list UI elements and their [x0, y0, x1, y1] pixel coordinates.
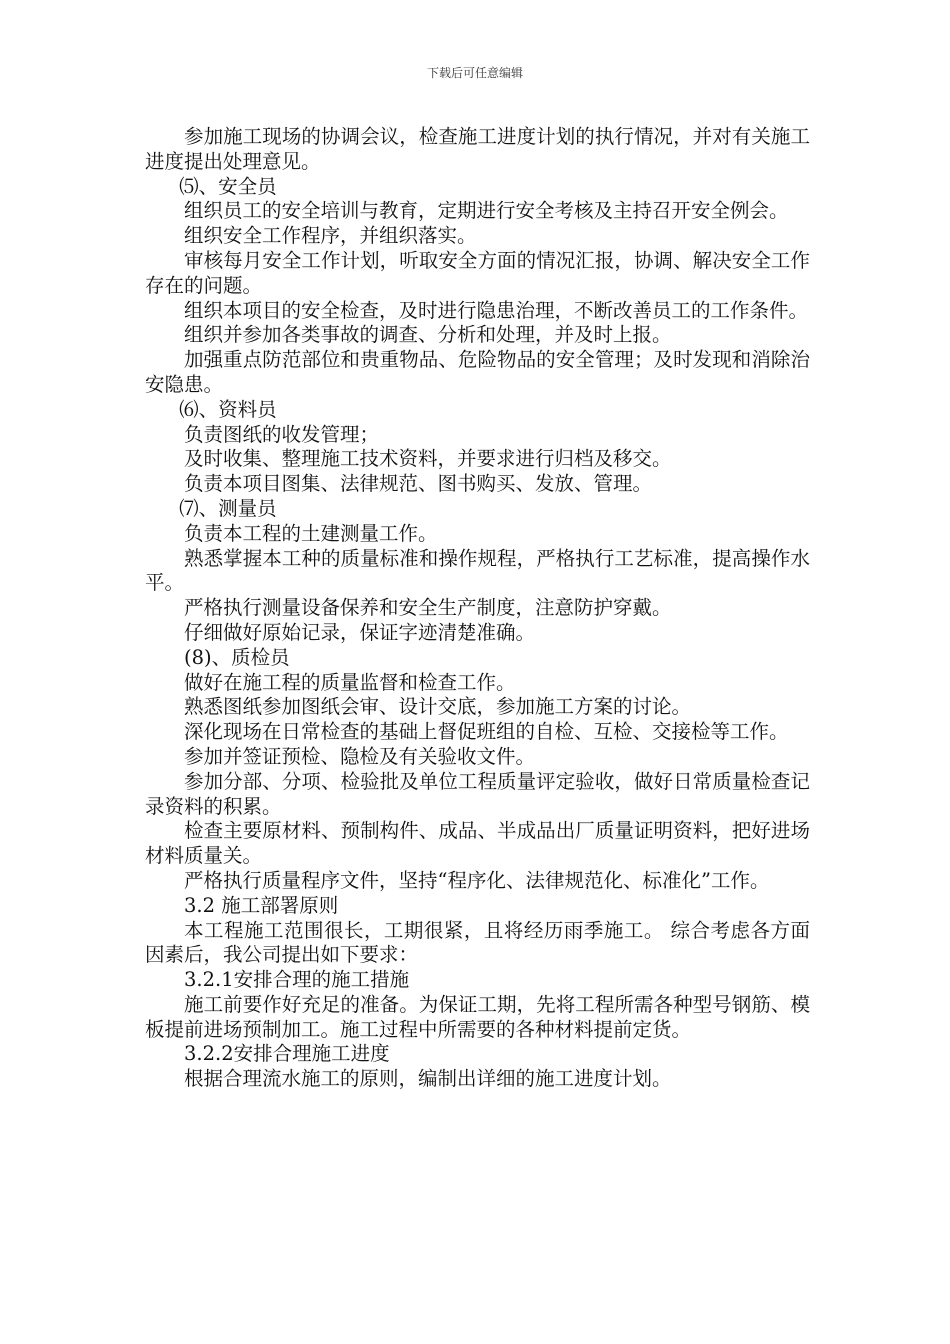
section-heading: (8)、质检员 — [184, 645, 290, 669]
paragraph: 深化现场在日常检查的基础上督促班组的自检、互检、交接检等工作。 — [184, 720, 789, 744]
paragraph: 组织并参加各类事故的调查、分析和处理，并及时上报。 — [184, 323, 672, 347]
page-header: 下载后可任意编辑 — [426, 66, 523, 80]
paragraph: 严格执行测量设备保养和安全生产制度，注意防护穿戴。 — [184, 596, 672, 620]
paragraph: 检查主要原材料、预制构件、成品、半成品出厂质量证明资料，把好进场材料质量关。 — [145, 819, 810, 868]
section-heading: ⑺、测量员 — [179, 496, 277, 520]
paragraph: 根据合理流水施工的原则，编制出详细的施工进度计划。 — [184, 1067, 672, 1091]
document-body — [145, 125, 810, 1092]
section-heading: ⑹、资料员 — [179, 397, 277, 421]
paragraph: 参加施工现场的协调会议，检查施工进度计划的执行情况，并对有关施工进度提出处理意见。 — [145, 125, 810, 173]
paragraph: 及时收集、整理施工技术资料，并要求进行归档及移交。 — [184, 447, 672, 471]
paragraph: 负责本工程的土建测量工作。 — [184, 521, 438, 545]
section-heading: 3.2 施工部署原则 — [184, 893, 339, 917]
paragraph: 严格执行质量程序文件，坚持“程序化、法律规范化、标准化”工作。 — [184, 868, 770, 892]
paragraph: 负责本项目图集、法律规范、图书购买、发放、管理。 — [184, 472, 653, 496]
paragraph: 参加分部、分项、检验批及单位工程质量评定验收，做好日常质量检查记录资料的积累。 — [145, 769, 810, 818]
paragraph: 负责图纸的收发管理； — [184, 422, 380, 446]
paragraph: 组织员工的安全培训与教育，定期进行安全考核及主持召开安全例会。 — [184, 199, 789, 223]
section-heading: ⑸、安全员 — [179, 174, 277, 198]
section-heading: 3.2.2安排合理施工进度 — [184, 1042, 390, 1066]
paragraph: 组织本项目的安全检查，及时进行隐患治理，不断改善员工的工作条件。 — [184, 298, 809, 322]
paragraph: 熟悉掌握本工种的质量标准和操作规程，严格执行工艺标准，提高操作水平。 — [145, 546, 810, 595]
paragraph: 组织安全工作程序，并组织落实。 — [184, 224, 477, 248]
paragraph: 做好在施工程的质量监督和检查工作。 — [184, 670, 516, 694]
paragraph: 本工程施工范围很长，工期很紧，且将经历雨季施工。 综合考虑各方面因素后，我公司提出如下要求： — [145, 918, 810, 967]
paragraph: 参加并签证预检、隐检及有关验收文件。 — [184, 744, 536, 768]
paragraph: 施工前要作好充足的准备。为保证工期，先将工程所需各种型号钢筋、模板提前进场预制加工。施工过程中所需要的各种材料提前定货。 — [145, 992, 810, 1041]
paragraph: 加强重点防范部位和贵重物品、危险物品的安全管理；及时发现和消除治安隐患。 — [145, 348, 810, 396]
paragraph: 熟悉图纸参加图纸会审、设计交底，参加施工方案的讨论。 — [184, 695, 692, 719]
paragraph: 审核每月安全工作计划，听取安全方面的情况汇报，协调、解决安全工作存在的问题。 — [145, 248, 810, 297]
section-heading: 3.2.1安排合理的施工措施 — [184, 968, 410, 992]
paragraph: 仔细做好原始记录，保证字迹清楚准确。 — [184, 620, 536, 644]
